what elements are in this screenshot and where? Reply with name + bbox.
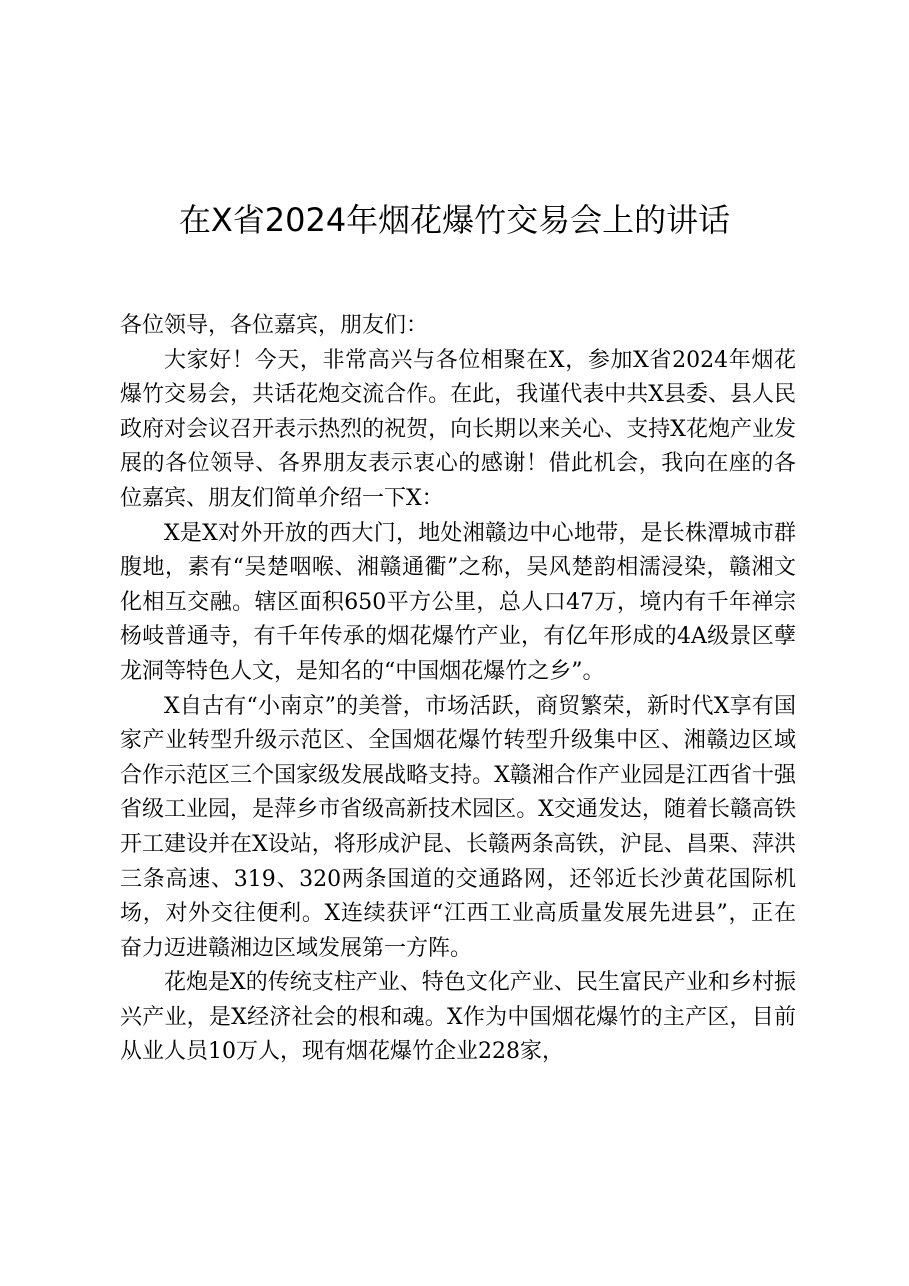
- paragraph: 花炮是X的传统支柱产业、特色文化产业、民生富民产业和乡村振兴产业，是X经济社会的根和魂。X作为中国烟花爆竹的主产区，目前从业人员10万人，现有烟花爆竹企业228家，: [120, 970, 796, 1065]
- speech-body: [120, 309, 796, 1070]
- paragraph: X是X对外开放的西大门，地处湘赣边中心地带，是长株潭城市群腹地，素有“吴楚咽喉、湘赣通衢”之称，吴风楚韵相濡浸染，赣湘文化相互交融。辖区面积650平方公里，总人口47万，境内有千年禅宗杨岐普通寺，有千年传承的烟花爆竹产业，有亿年形成的4A级景区孽龙洞等特色人文，是知名的“中国烟花爆竹之乡”。: [120, 520, 796, 684]
- paragraph: X自古有“小南京”的美誉，市场活跃，商贸繁荣，新时代X享有国家产业转型升级示范区、全国烟花爆竹转型升级集中区、湘赣边区域合作示范区三个国家级发展战略支持。X赣湘合作产业园是江西省十强省级工业园，是萍乡市省级高新技术园区。X交通发达，随着长赣高铁开工建设并在X设站，将形成沪昆、长赣两条高铁，沪昆、昌栗、萍洪三条高速、319、320两条国道的交通路网，还邻近长沙黄花国际机场，对外交往便利。X连续获评“江西工业高质量发展先进县”，正在奋力迈进赣湘边区域发展第一方阵。: [120, 693, 797, 961]
- salutation: 各位领导，各位嘉宾，朋友们：: [120, 313, 429, 338]
- paragraph: 大家好！今天，非常高兴与各位相聚在X，参加X省2024年烟花爆竹交易会，共话花炮交流合作。在此，我谨代表中共X县委、县人民政府对会议召开表示热烈的祝贺，向长期以来关心、支持X花炮产业发展的各位领导、各界朋友表示衷心的感谢！借此机会，我向在座的各位嘉宾、朋友们简单介绍一下X：: [120, 347, 796, 511]
- page-title: 在X省2024年烟花爆竹交易会上的讲话: [178, 201, 731, 239]
